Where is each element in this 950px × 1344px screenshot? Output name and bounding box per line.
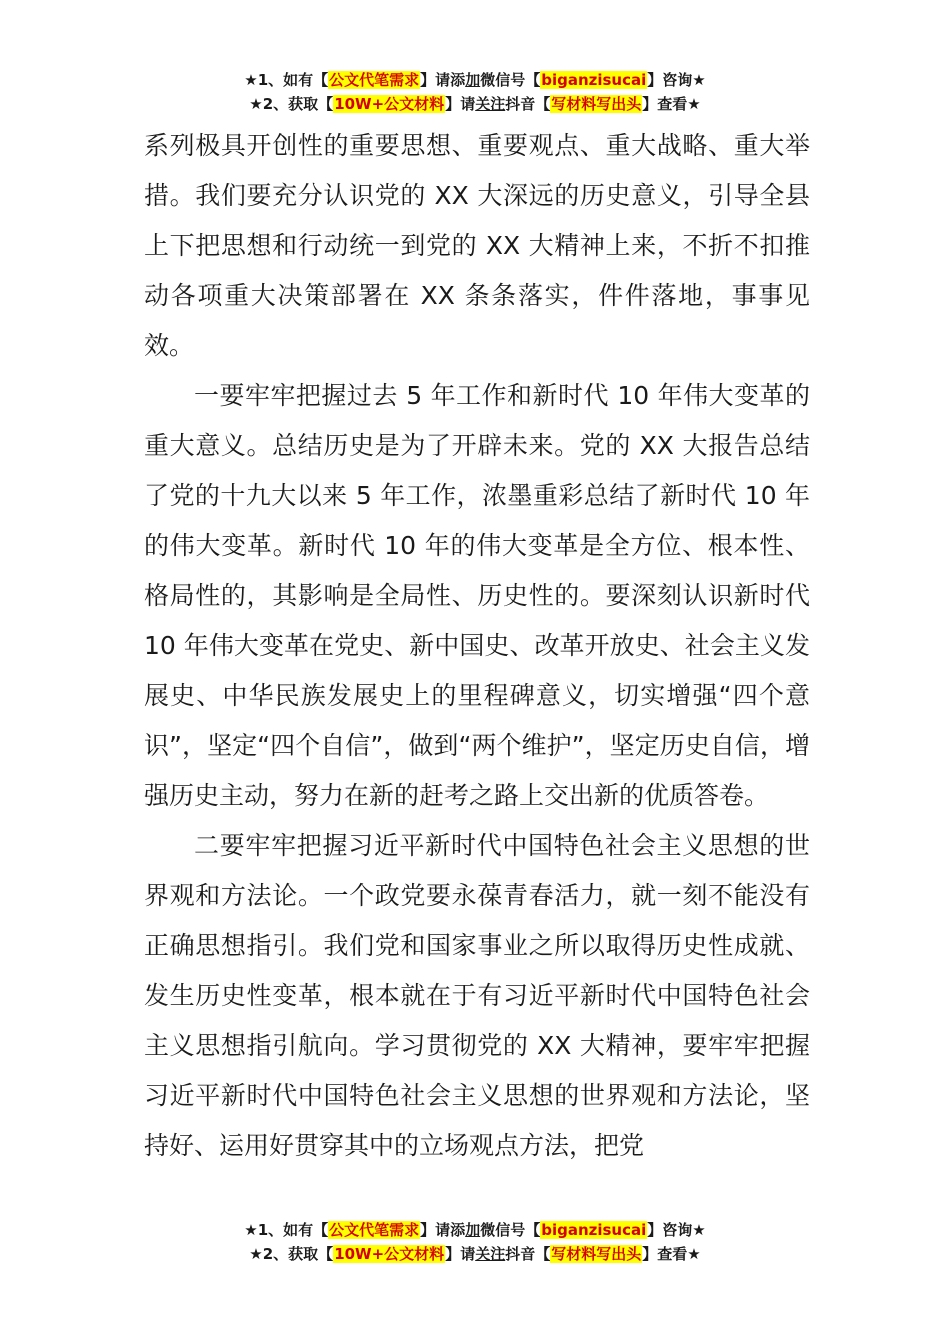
highlight-wechat-id: biganzisucai [541,71,647,89]
highlight-demand: 公文代笔需求 [329,71,420,89]
promo-line-1: ★1、如有【公文代笔需求】请添加微信号【biganzisucai】咨询★ [244,1221,706,1239]
promo-line-2: ★2、获取【10W+公文材料】请关注抖音【写材料写出头】查看★ [249,95,701,113]
paragraph-3: 二要牢牢把握习近平新时代中国特色社会主义思想的世界观和方法论。一个政党要永葆青春活力，就一刻不能没有正确思想指引。我们党和国家事业之所以取得历史性成就、发生历史性变革，根本就在于有习近平新时代中国特色社会主义思想指引航向。学习贯彻党的 XX 大精神，要牢牢把握习近平新时代中国特色社会主义思想的世界观和方法论，坚持好、运用好贯穿其中的立场观点方法，把党 [144,831,810,1160]
highlight-demand: 公文代笔需求 [329,1221,420,1239]
document-body [144,121,810,1171]
header-promo-banner [0,68,950,116]
highlight-materials: 10W+公文材料 [334,95,445,113]
highlight-materials: 10W+公文材料 [334,1245,445,1263]
promo-line-1: ★1、如有【公文代笔需求】请添加微信号【biganzisucai】咨询★ [244,71,706,89]
highlight-wechat-id: biganzisucai [541,1221,647,1239]
paragraph-1: 系列极具开创性的重要思想、重要观点、重大战略、重大举措。我们要充分认识党的 XX 大深远的历史意义，引导全县上下把思想和行动统一到党的 XX 大精神上来，不折不扣推动各项重大决策部署在 XX 条条落实，件件落地，事事见效。 [144,131,810,360]
paragraph-2: 一要牢牢把握过去 5 年工作和新时代 10 年伟大变革的重大意义。总结历史是为了开辟未来。党的 XX 大报告总结了党的十九大以来 5 年工作，浓墨重彩总结了新时代 10 年的伟大变革。新时代 10 年的伟大变革是全方位、根本性、格局性的，其影响是全局性、历史性的。要深刻认识新时代 10 年伟大变革在党史、新中国史、改革开放史、社会主义发展史、中华民族发展史上的里程碑意义，切实增强“四个意识”，坚定“四个自信”，做到“两个维护”，坚定历史自信，增强历史主动，努力在新的赶考之路上交出新的优质答卷。 [144,381,810,810]
highlight-douyin: 写材料写出头 [551,95,642,113]
footer-promo-banner [0,1218,950,1266]
promo-line-2: ★2、获取【10W+公文材料】请关注抖音【写材料写出头】查看★ [249,1245,701,1263]
highlight-douyin: 写材料写出头 [551,1245,642,1263]
